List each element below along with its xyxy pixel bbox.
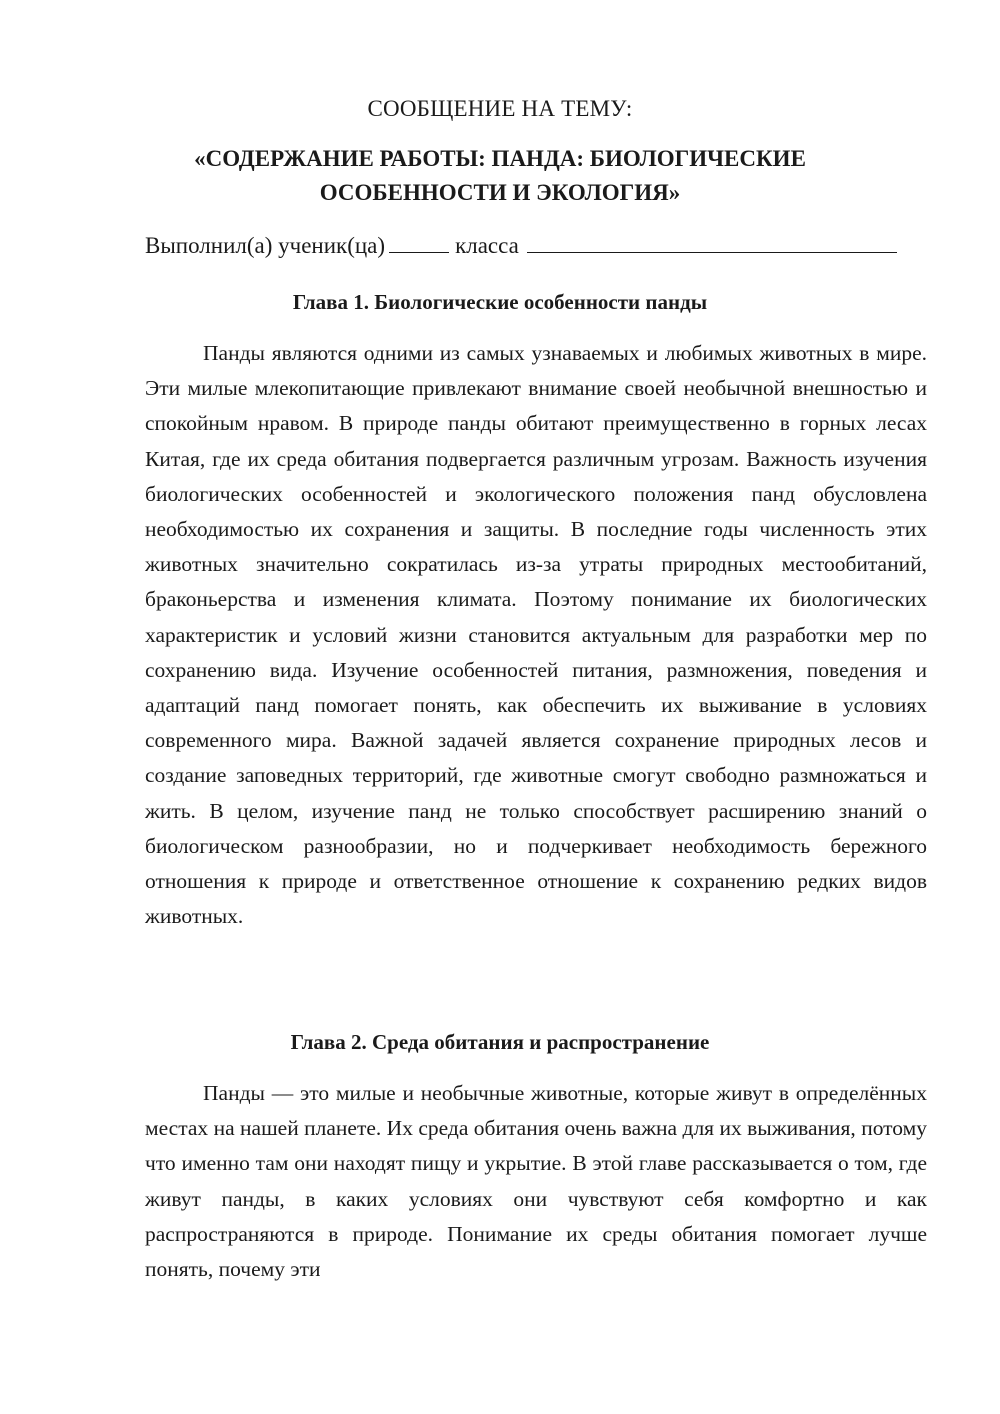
chapter-2-heading: Глава 2. Среда обитания и распространение <box>290 1030 710 1054</box>
grade-blank <box>389 232 449 253</box>
chapter-1-paragraph: Панды являются одними из самых узнаваемых и любимых животных в мире. Эти милые млекопитающие привлекают внимание своей необычной внешностью и спокойным нравом. В природе панды обитают преимущественно в горных лесах Китая, где их среда обитания подвергается различным угрозам. Важность изучения биологических особенностей и экологического положения панд обусловлена необходимостью их сохранения и защиты. В последние годы численность этих животных значительно сократилась из-за утраты природных местообитаний, браконьерства и изменения климата. Поэтому понимание их биологических характеристик и условий жизни становится актуальным для разработки мер по сохранению вида. Изучение особенностей питания, размножения, поведения и адаптаций панд помогает понять, как обеспечить их выживание в условиях современного мира. Важной задачей является сохранение природных лесов и создание заповедных территорий, где животные смогут свободно размножаться и жить. В целом, изучение панд не только способствует расширению знаний о биологическом разнообразии, но и подчеркивает необходимость бережного отношения к природе и ответственное отношение к сохранению редких видов животных. <box>145 341 927 929</box>
author-prefix: Выполнил(а) ученик(ца) <box>145 233 386 258</box>
author-line <box>145 232 897 259</box>
chapter-2-paragraph: Панды — это милые и необычные животные, которые живут в определённых местах на нашей планете. Их среда обитания очень важна для их выживания, потому что именно там они находят пищу и укрытие. В этой главе рассказывается о том, где живут панды, в каких условиях они чувствуют себя комфортно и как распространяются в природе. Понимание их среды обитания помогает лучше понять, почему эти <box>145 1081 927 1282</box>
class-blank <box>527 232 897 253</box>
document-title: «СОДЕРЖАНИЕ РАБОТЫ: ПАНДА: БИОЛОГИЧЕСКИЕ ОСОБЕННОСТИ И ЭКОЛОГИЯ» <box>194 146 806 205</box>
class-label: класса <box>455 233 519 258</box>
chapter-1-heading: Глава 1. Биологические особенности панды <box>292 290 708 314</box>
document-subject: СООБЩЕНИЕ НА ТЕМУ: <box>367 96 633 121</box>
